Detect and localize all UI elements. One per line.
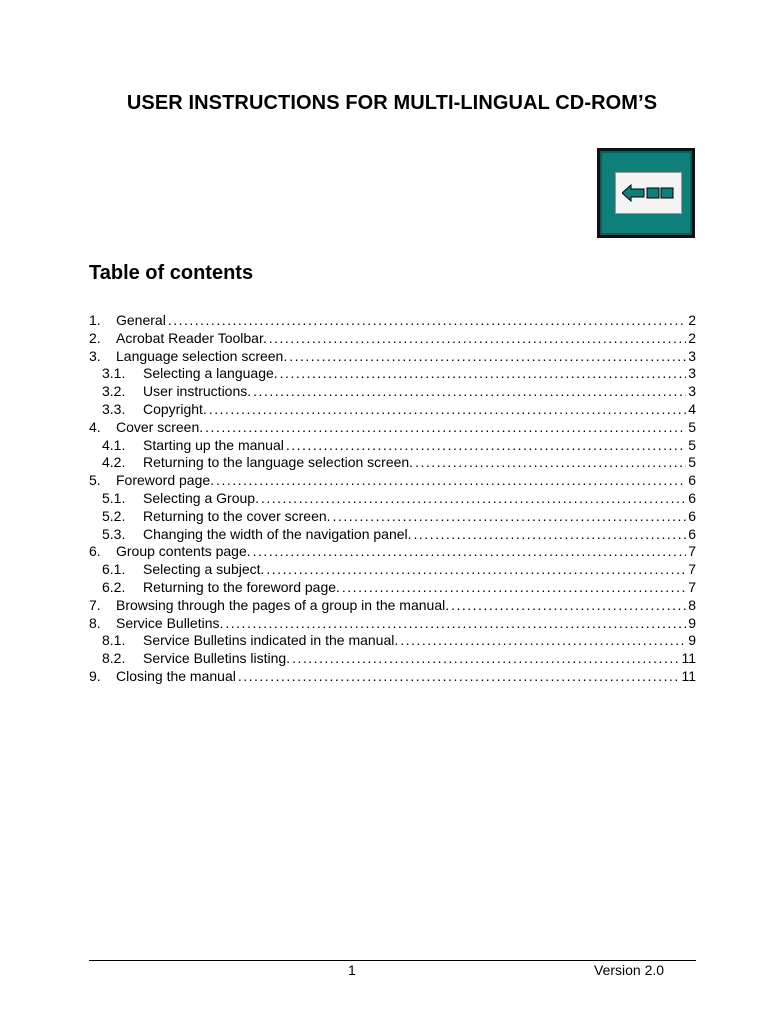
- toc-number: 6.1.: [102, 561, 126, 578]
- toc-label: Service Bulletins.: [116, 614, 224, 631]
- toc-page: 7: [688, 578, 696, 595]
- toc-entry-7[interactable]: [89, 597, 696, 615]
- toc-leader: [205, 419, 686, 437]
- toc-number: 5.: [89, 472, 101, 489]
- toc-label: Returning to the cover screen.: [143, 507, 331, 524]
- toc-number: 7.: [89, 596, 101, 613]
- toc-page: 6: [688, 472, 696, 489]
- toc-number: 5.2.: [102, 507, 126, 524]
- toc-number: 3.2.: [102, 383, 126, 400]
- toc-number: 4.2.: [102, 454, 126, 471]
- toc-page: 6: [688, 507, 696, 524]
- toc-page: 3: [688, 383, 696, 400]
- toc-entry-8[interactable]: [89, 615, 696, 633]
- toc-entry-5[interactable]: [89, 472, 696, 490]
- toc-entry-4[interactable]: [89, 419, 696, 437]
- toc-label: Group contents page.: [116, 543, 251, 560]
- toc-number: 4.: [89, 418, 101, 435]
- toc-page: 6: [688, 489, 696, 506]
- toc-number: 5.1.: [102, 489, 126, 506]
- toc-label: User instructions.: [143, 383, 252, 400]
- toc-page: 6: [688, 525, 696, 542]
- toc-number: 8.1.: [102, 632, 126, 649]
- toc-leader: [333, 508, 687, 526]
- toc-number: 8.: [89, 614, 101, 631]
- toc-entry-3-3[interactable]: [89, 401, 696, 419]
- toc-page: 9: [688, 632, 696, 649]
- toc-page: 4: [688, 400, 696, 417]
- toc-label: Cover screen.: [116, 418, 204, 435]
- toc-entry-9[interactable]: [89, 668, 696, 686]
- toc-page: 2: [688, 329, 696, 346]
- footer-version: Version 2.0: [594, 962, 665, 978]
- toc-entry-5-3[interactable]: [89, 526, 696, 544]
- toc-number: 3.3.: [102, 400, 126, 417]
- back-arrow-navigation-icon: [597, 148, 695, 238]
- toc-entry-4-2[interactable]: [89, 454, 696, 472]
- toc-leader: [168, 312, 686, 330]
- document-title: USER INSTRUCTIONS FOR MULTI-LINGUAL CD-ROM’S: [126, 92, 658, 114]
- toc-entry-3[interactable]: [89, 348, 696, 366]
- toc-label: Selecting a language.: [143, 365, 278, 382]
- toc-page: 9: [688, 614, 696, 631]
- toc-entry-5-1[interactable]: [89, 490, 696, 508]
- toc-label: Language selection screen.: [116, 347, 288, 364]
- toc-leader: [266, 561, 686, 579]
- toc-label: Copyright.: [143, 400, 207, 417]
- toc-entry-4-1[interactable]: [89, 437, 696, 455]
- toc-leader: [342, 579, 686, 597]
- toc-leader: [253, 543, 687, 561]
- toc-number: 3.1.: [102, 365, 126, 382]
- toc-number: 9.: [89, 667, 101, 684]
- toc-page: 11: [681, 667, 696, 684]
- toc-leader: [216, 472, 686, 490]
- toc-leader: [209, 401, 686, 419]
- toc-page: 5: [688, 436, 696, 453]
- toc-entry-1[interactable]: [89, 312, 696, 330]
- footer-page-number: 1: [348, 962, 356, 978]
- toc-page: 2: [688, 312, 696, 328]
- toc-number: 8.2.: [102, 650, 126, 667]
- toc-entry-6-2[interactable]: [89, 579, 696, 597]
- toc-leader: [280, 365, 687, 383]
- toc-leader: [253, 383, 686, 401]
- toc-leader: [225, 615, 686, 633]
- toc-label: Acrobat Reader Toolbar.: [116, 329, 267, 346]
- toc-label: Closing the manual: [116, 667, 236, 684]
- toc-leader: [292, 650, 679, 668]
- toc-leader: [286, 437, 686, 455]
- toc-page: 3: [688, 347, 696, 364]
- toc-number: 2.: [89, 329, 101, 346]
- toc-entry-2[interactable]: [89, 330, 696, 348]
- toc-label: Service Bulletins indicated in the manual.: [143, 632, 399, 649]
- toc-number: 5.3.: [102, 525, 126, 542]
- toc-page: 7: [688, 543, 696, 560]
- toc-label: General: [116, 312, 166, 328]
- toc-entry-5-2[interactable]: [89, 508, 696, 526]
- toc-entry-3-1[interactable]: [89, 365, 696, 383]
- toc-entry-6-1[interactable]: [89, 561, 696, 579]
- toc-leader: [261, 490, 686, 508]
- toc-leader: [238, 668, 680, 686]
- toc-label: Returning to the language selection screen.: [143, 454, 414, 471]
- toc-label: Starting up the manual: [143, 436, 284, 453]
- toc-label: Changing the width of the navigation panel.: [143, 525, 412, 542]
- toc-leader: [400, 632, 686, 650]
- toc-label: Selecting a Group.: [143, 489, 259, 506]
- toc-number: 3.: [89, 347, 101, 364]
- icon-panel: [615, 172, 682, 214]
- toc-entry-3-2[interactable]: [89, 383, 696, 401]
- footer-divider: [89, 960, 696, 961]
- toc-leader: [289, 348, 686, 366]
- toc-page: 7: [688, 561, 696, 578]
- arrow-buttons-icon: [622, 183, 676, 203]
- toc-label: Browsing through the pages of a group in the manual.: [116, 596, 450, 613]
- toc-number: 6.: [89, 543, 101, 560]
- toc-leader: [269, 330, 686, 348]
- toc-leader: [414, 526, 687, 544]
- toc-leader: [451, 597, 686, 615]
- toc-page: 5: [688, 454, 696, 471]
- toc-number: 1.: [89, 312, 101, 328]
- toc-number: 6.2.: [102, 578, 126, 595]
- toc-label: Foreword page.: [116, 472, 215, 489]
- table-of-contents: [89, 312, 696, 686]
- toc-leader: [415, 454, 686, 472]
- toc-label: Service Bulletins listing.: [143, 650, 291, 667]
- toc-page: 5: [688, 418, 696, 435]
- toc-label: Selecting a subject.: [143, 561, 265, 578]
- toc-entry-8-2[interactable]: [89, 650, 696, 668]
- toc-heading: Table of contents: [89, 262, 254, 284]
- toc-page: 11: [681, 650, 696, 667]
- toc-label: Returning to the foreword page.: [143, 578, 340, 595]
- toc-page: 3: [688, 365, 696, 382]
- toc-entry-8-1[interactable]: [89, 632, 696, 650]
- toc-entry-6[interactable]: [89, 543, 696, 561]
- toc-page: 8: [688, 596, 696, 613]
- toc-number: 4.1.: [102, 436, 126, 453]
